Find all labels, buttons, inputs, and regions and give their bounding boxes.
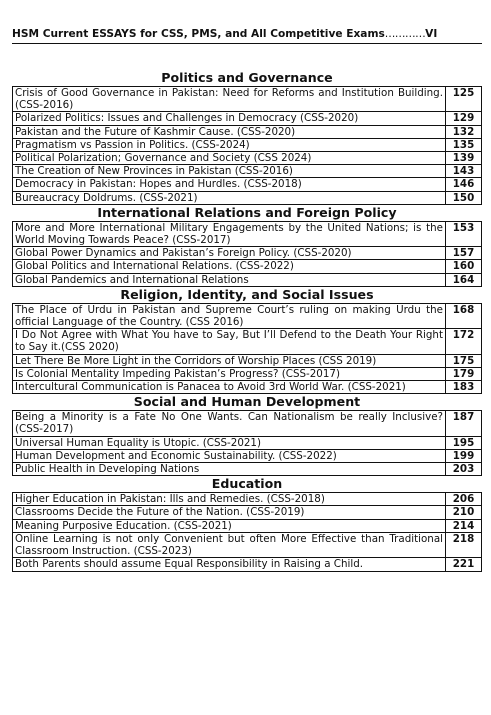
essay-title: Global Power Dynamics and Pakistan’s Foreign Policy. (CSS-2020)	[13, 247, 446, 260]
toc-row	[13, 519, 482, 532]
page-number: 157	[446, 247, 482, 260]
essay-title: Universal Human Equality is Utopic. (CSS-2021)	[13, 436, 446, 449]
page-number: 218	[446, 532, 482, 557]
page-number: 143	[446, 165, 482, 178]
section-heading: Politics and Governance	[161, 70, 333, 85]
essay-title: The Creation of New Provinces in Pakistan (CSS-2016)	[13, 165, 446, 178]
toc-row	[13, 191, 482, 204]
essay-title: Bureaucracy Doldrums. (CSS-2021)	[13, 191, 446, 204]
essay-title: Pakistan and the Future of Kashmir Cause. (CSS-2020)	[13, 125, 446, 138]
toc-row	[13, 436, 482, 449]
toc-table	[12, 221, 482, 287]
toc-table	[12, 492, 482, 571]
essay-title: Let There Be More Light in the Corridors of Worship Places (CSS 2019)	[13, 354, 446, 367]
page-number: 203	[446, 463, 482, 476]
toc-row	[13, 138, 482, 151]
toc-row	[13, 273, 482, 286]
essay-title: Online Learning is not only Convenient but often More Effective than Traditional Classroom Instruction. (CSS-2023)	[13, 532, 446, 557]
page-number: 139	[446, 152, 482, 165]
essay-title: Classrooms Decide the Future of the Nation. (CSS-2019)	[13, 506, 446, 519]
toc-row	[13, 329, 482, 354]
page-number: 164	[446, 273, 482, 286]
toc-section	[12, 205, 482, 287]
essay-title: Global Pandemics and International Relations	[13, 273, 446, 286]
toc-row	[13, 558, 482, 571]
header-title: HSM Current ESSAYS for CSS, PMS, and All Competitive Exams	[12, 28, 385, 40]
page-number: 179	[446, 367, 482, 380]
toc-section	[12, 394, 482, 476]
page-number: 199	[446, 449, 482, 462]
page-number: 132	[446, 125, 482, 138]
toc-row	[13, 303, 482, 328]
page-number: 183	[446, 381, 482, 394]
essay-title: Higher Education in Pakistan: Ills and Remedies. (CSS-2018)	[13, 493, 446, 506]
essay-title: Polarized Politics: Issues and Challenges in Democracy (CSS-2020)	[13, 112, 446, 125]
page-number: 210	[446, 506, 482, 519]
toc-row	[13, 411, 482, 436]
toc-table	[12, 303, 482, 394]
page-number: 195	[446, 436, 482, 449]
toc-row	[13, 449, 482, 462]
page-number: 125	[446, 87, 482, 112]
toc-row	[13, 247, 482, 260]
page-number: 172	[446, 329, 482, 354]
page-number: 135	[446, 138, 482, 151]
section-heading: Education	[211, 476, 283, 492]
essay-title: Meaning Purposive Education. (CSS-2021)	[13, 519, 446, 532]
toc-section	[12, 287, 482, 394]
toc-table	[12, 86, 482, 205]
essay-title: Democracy in Pakistan: Hopes and Hurdles. (CSS-2018)	[13, 178, 446, 191]
toc-row	[13, 367, 482, 380]
essay-title: More and More International Military Engagements by the United Nations; is the World Moving Towards Peace? (CSS-2017)	[13, 221, 446, 246]
toc-row	[13, 260, 482, 273]
essay-title: I Do Not Agree with What You have to Say, But I’ll Defend to the Death Your Right to Say it.(CSS 2020)	[13, 329, 446, 354]
section-heading: Social and Human Development	[133, 394, 361, 410]
page-number: 206	[446, 493, 482, 506]
essay-title: Crisis of Good Governance in Pakistan: Need for Reforms and Institution Building.(CSS-2016)	[13, 87, 446, 112]
essay-title: Political Polarization; Governance and Society (CSS 2024)	[13, 152, 446, 165]
toc-row	[13, 381, 482, 394]
section-heading: Religion, Identity, and Social Issues	[120, 286, 374, 302]
toc-row	[13, 125, 482, 138]
essay-title: Pragmatism vs Passion in Politics. (CSS-2024)	[13, 138, 446, 151]
essay-title: Global Politics and International Relations. (CSS-2022)	[13, 260, 446, 273]
toc-row	[13, 354, 482, 367]
essay-title: Being a Minority is a Fate No One Wants. Can Nationalism be really Inclusive? (CSS-2017)	[13, 411, 446, 436]
page-number: 214	[446, 519, 482, 532]
page-number: 168	[446, 303, 482, 328]
page-number: 129	[446, 112, 482, 125]
toc-table	[12, 410, 482, 476]
toc-row	[13, 506, 482, 519]
essay-title: Both Parents should assume Equal Responsibility in Raising a Child.	[13, 558, 446, 571]
toc-row	[13, 463, 482, 476]
toc-row	[13, 112, 482, 125]
page-number: 150	[446, 191, 482, 204]
essay-title: The Place of Urdu in Pakistan and Supreme Court’s ruling on making Urdu the official Language of the Country. (CSS 2016)	[13, 303, 446, 328]
toc-row	[13, 152, 482, 165]
page-number: 146	[446, 178, 482, 191]
header-leader-dots: …………	[384, 28, 426, 40]
toc-row	[13, 221, 482, 246]
toc-section	[12, 70, 482, 205]
table-of-contents	[12, 70, 482, 572]
header-page-label: VI	[425, 28, 438, 40]
toc-row	[13, 87, 482, 112]
page-number: 160	[446, 260, 482, 273]
essay-title: Is Colonial Mentality Impeding Pakistan’s Progress? (CSS-2017)	[13, 367, 446, 380]
page-number: 221	[446, 558, 482, 571]
essay-title: Public Health in Developing Nations	[13, 463, 446, 476]
toc-row	[13, 532, 482, 557]
essay-title: Intercultural Communication is Panacea to Avoid 3rd World War. (CSS-2021)	[13, 381, 446, 394]
running-header	[12, 22, 482, 44]
page-number: 175	[446, 354, 482, 367]
essay-title: Human Development and Economic Sustainability. (CSS-2022)	[13, 449, 446, 462]
page-number: 153	[446, 221, 482, 246]
toc-section	[12, 476, 482, 571]
page-number: 187	[446, 411, 482, 436]
toc-row	[13, 178, 482, 191]
section-heading: International Relations and Foreign Policy	[97, 204, 397, 220]
toc-row	[13, 493, 482, 506]
toc-row	[13, 165, 482, 178]
